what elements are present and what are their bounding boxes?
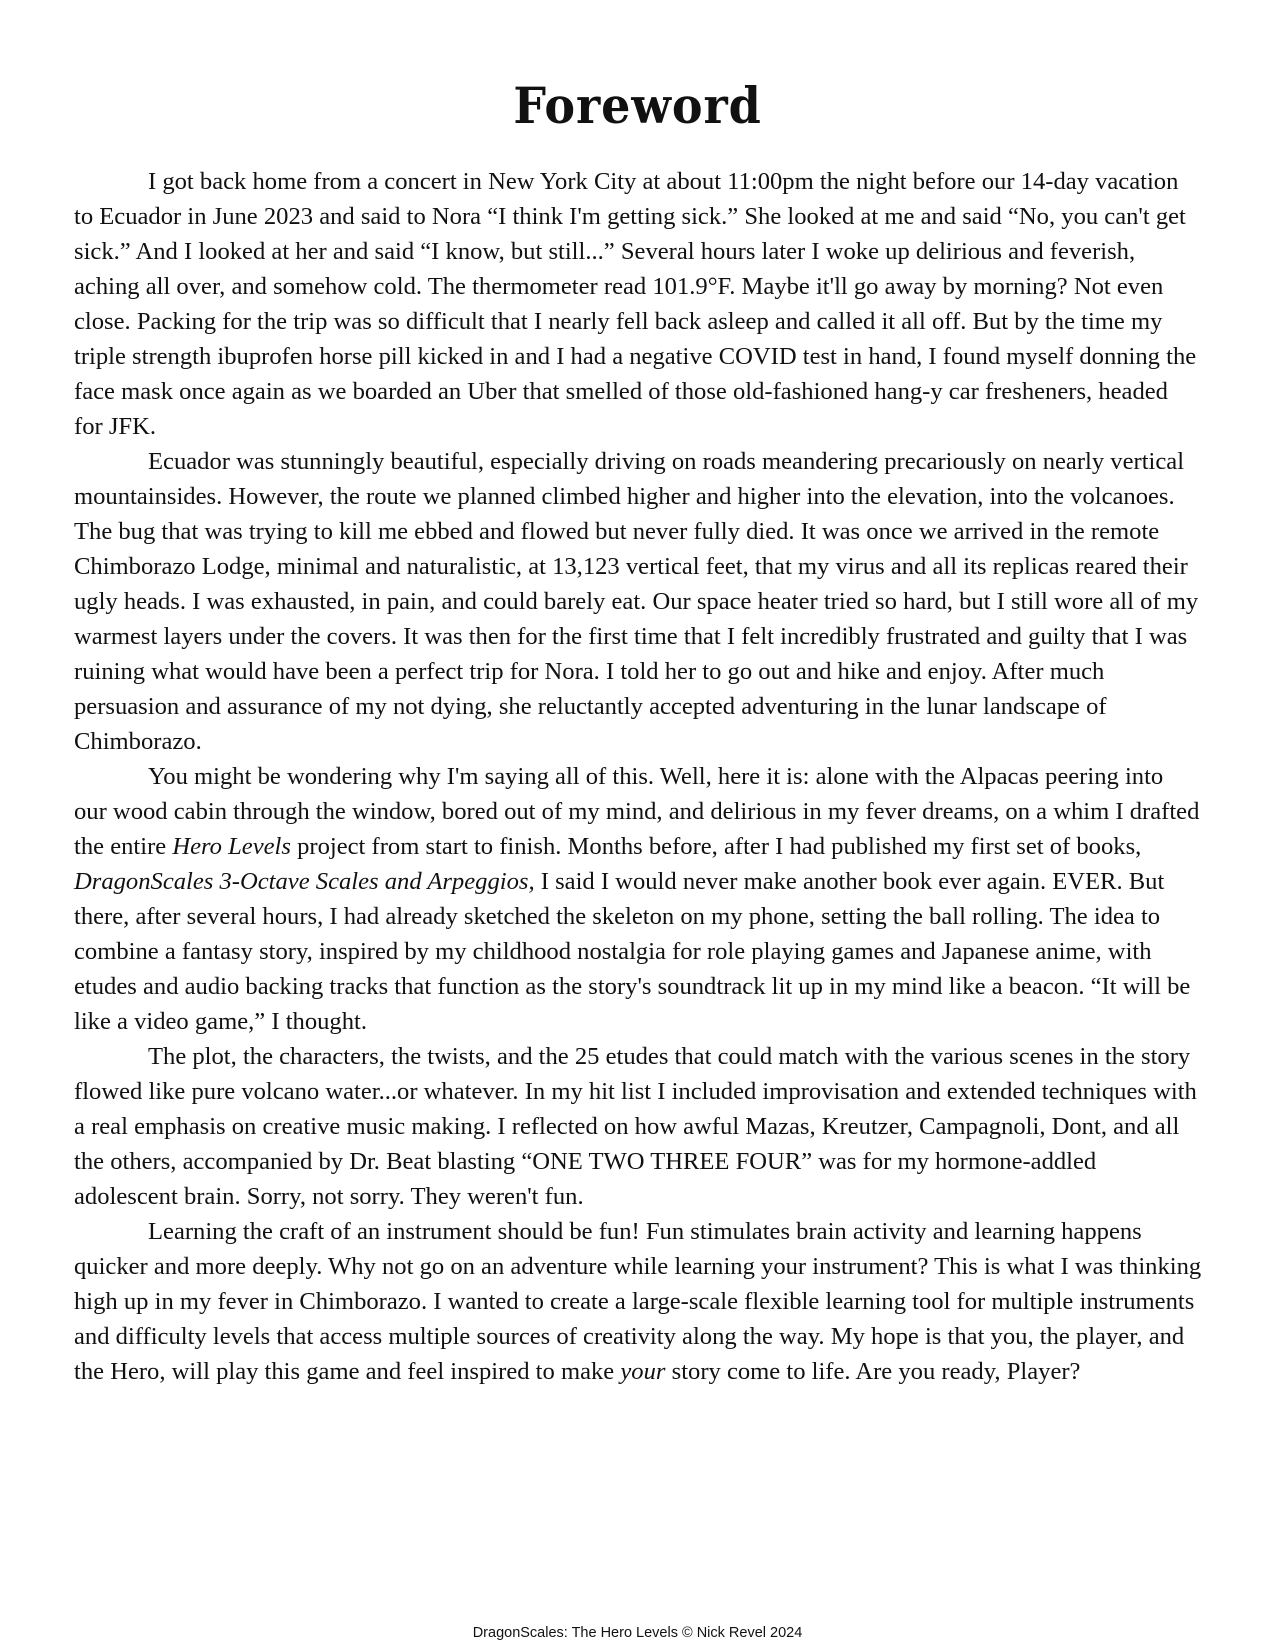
text-run: Ecuador was stunningly beautiful, especially driving on roads meandering precariously on nearly vertical mountainsides. However, the route we planned climbed higher and higher into the elevation, into the volcanoes. The bug that was trying to kill me ebbed and flowed but never fully died. It was once we arrived in the remote Chimborazo Lodge, minimal and naturalistic, at 13,123 vertical feet, that my virus and all its replicas reared their ugly heads. I was exhausted, in pain, and could barely eat. Our space heater tried so hard, but I still wore all of my warmest layers under the covers. It was then for the first time that I felt incredibly frustrated and guilty that I was ruining what would have been a perfect trip for Nora. I told her to go out and hike and enjoy. After much persuasion and assurance of my not dying, she reluctantly accepted adventuring in the lunar landscape of Chimborazo. (74, 448, 1199, 755)
text-run: You might be wondering why I'm saying all of this. Well, here it is: alone with the Alpacas peering into our wood cabin through the window, bored out of my mind, and delirious in my fever dreams, on a whim I drafted the entire (74, 763, 1200, 860)
paragraph-4 (74, 1039, 1202, 1214)
text-run: project from start to finish. Months before, after I had published my first set of books, (290, 833, 1142, 860)
paragraph-2 (74, 444, 1202, 759)
page-title: Foreword (513, 76, 762, 135)
text-run: Learning the craft of an instrument should be fun! Fun stimulates brain activity and learning happens quicker and more deeply. Why not go on an adventure while learning your instrument? This is what I was thinking high up in my fever in Chimborazo. I wanted to create a large-scale flexible learning tool for multiple instruments and difficulty levels that access multiple sources of creativity along the way. My hope is that you, the player, and the Hero, will play this game and feel inspired to make (74, 1218, 1202, 1385)
paragraph-5 (74, 1214, 1202, 1389)
text-run: I got back home from a concert in New York City at about 11:00pm the night before our 14-day vacation to Ecuador in June 2023 and said to Nora “I think I'm getting sick.” She looked at me and said “No, you can't get sick.” And I looked at her and said “I know, but still...” Several hours later I woke up delirious and feverish, aching all over, and somehow cold. The thermometer read 101.9°F. Maybe it'll go away by morning? Not even close. Packing for the trip was so difficult that I nearly fell back asleep and called it all off. But by the time my triple strength ibuprofen horse pill kicked in and I had a negative COVID test in hand, I found myself donning the face mask once again as we boarded an Uber that smelled of those old-fashioned hang-y car fresheners, headed for JFK. (74, 168, 1197, 440)
paragraph-1 (74, 164, 1202, 444)
italic-text-run: your (620, 1358, 666, 1385)
italic-text-run: Hero Levels (172, 833, 291, 860)
text-run: story come to life. Are you ready, Player? (665, 1358, 1081, 1385)
foreword-body (74, 164, 1202, 1389)
paragraph-3 (74, 759, 1202, 1039)
text-run: I said I would never make another book ever again. EVER. But there, after several hours, I had already sketched the skeleton on my phone, setting the ball rolling. The idea to combine a fantasy story, inspired by my childhood nostalgia for role playing games and Japanese anime, with etudes and audio backing tracks that function as the story's soundtrack lit up in my mind like a beacon. “It will be like a video game,” I thought. (74, 868, 1191, 1035)
page-footer: DragonScales: The Hero Levels © Nick Revel 2024 (472, 1625, 803, 1641)
italic-text-run: DragonScales 3-Octave Scales and Arpeggios, (74, 868, 535, 895)
text-run: The plot, the characters, the twists, and the 25 etudes that could match with the various scenes in the story flowed like pure volcano water...or whatever. In my hit list I included improvisation and extended techniques with a real emphasis on creative music making. I reflected on how awful Mazas, Kreutzer, Campagnoli, Dont, and all the others, accompanied by Dr. Beat blasting “ONE TWO THREE FOUR” was for my hormone-addled adolescent brain. Sorry, not sorry. They weren't fun. (74, 1043, 1197, 1210)
